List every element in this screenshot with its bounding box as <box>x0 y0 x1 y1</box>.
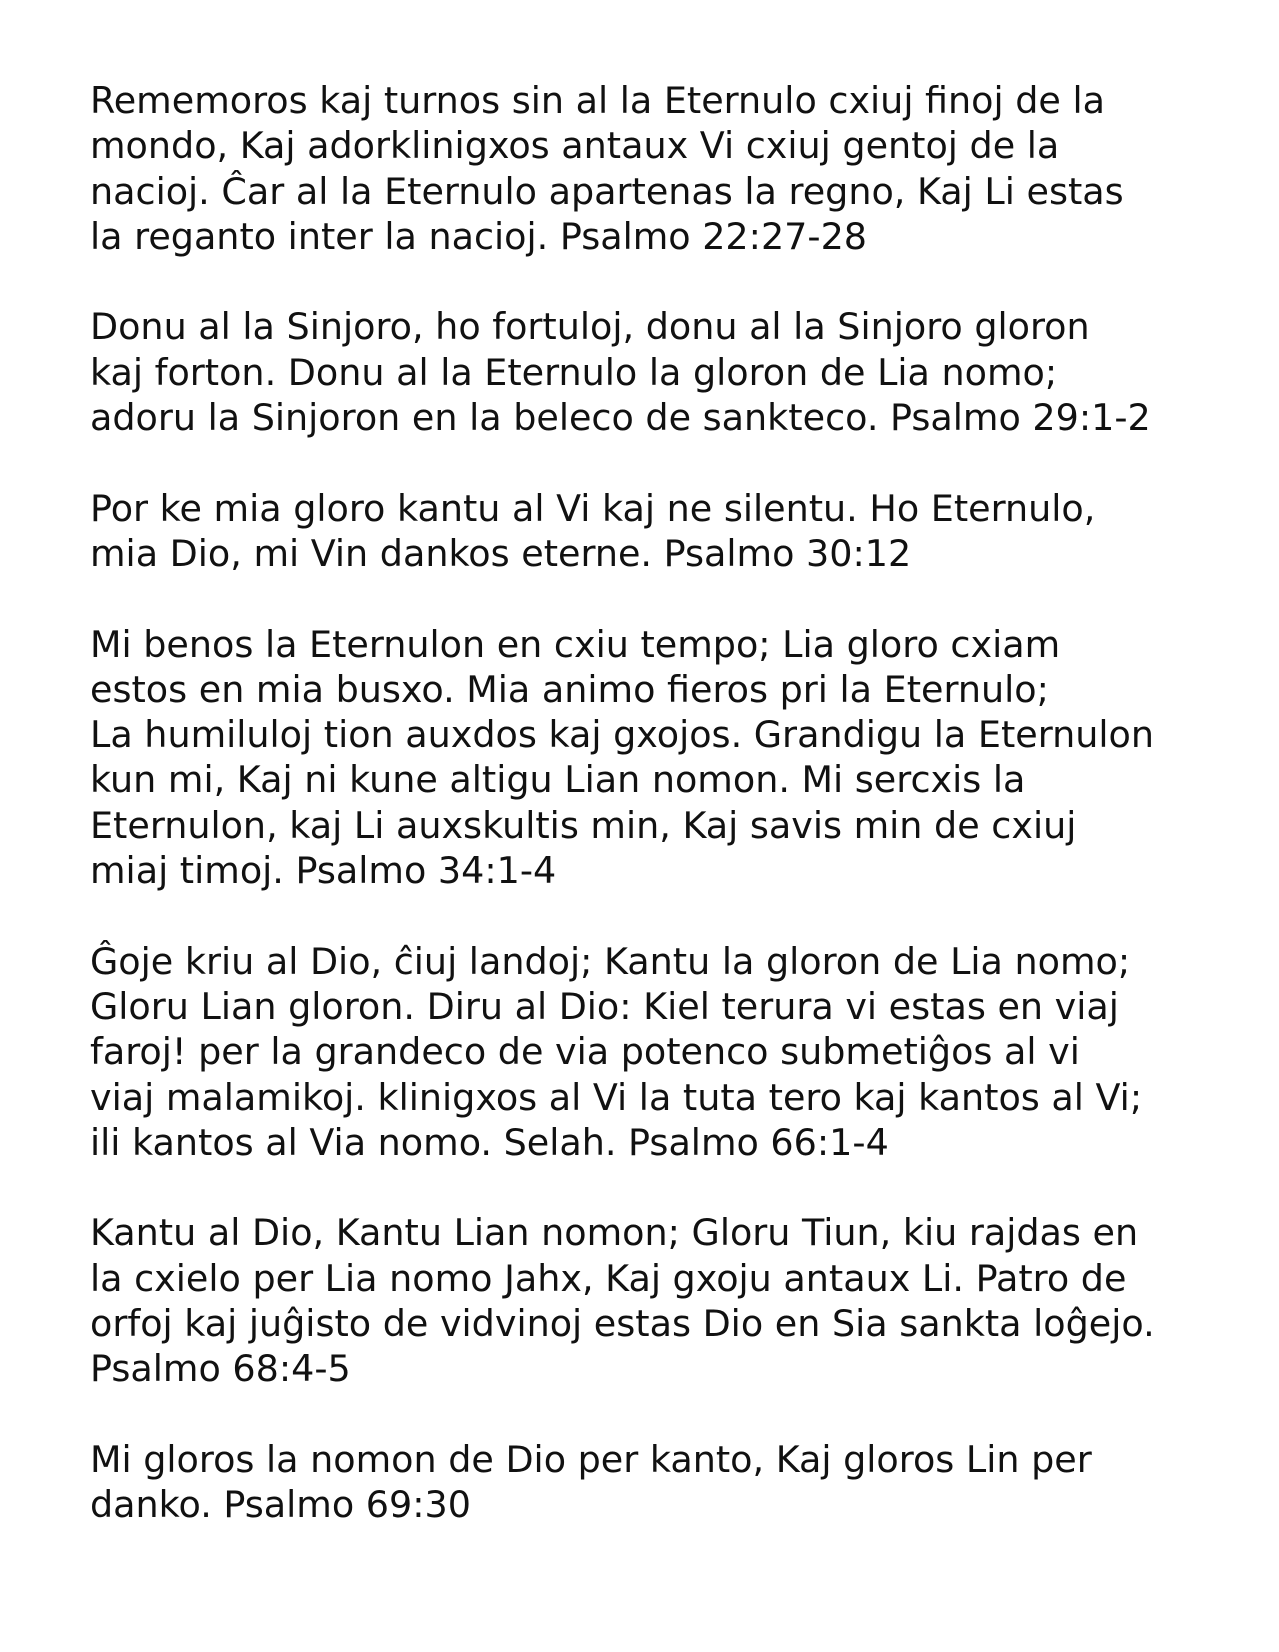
text-line: Mi benos la Eternulon en cxiu tempo; Lia gloro cxiam <box>90 622 1061 666</box>
text-line: Kantu al Dio, Kantu Lian nomon; Gloru Tiun, kiu rajdas en <box>90 1211 1139 1255</box>
text-line: Donu al la Sinjoro, ho fortuloj, donu al la Sinjoro gloron <box>90 305 1090 349</box>
text-line: kun mi, Kaj ni kune altigu Lian nomon. Mi sercxis la <box>90 758 1026 802</box>
text-line: mia Dio, mi Vin dankos eterne. Psalmo 30:12 <box>90 531 912 575</box>
document-page <box>90 78 1230 1573</box>
text-line: La humiluloj tion auxdos kaj gxojos. Grandigu la Eternulon <box>90 713 1154 757</box>
text-line: faroj! per la grandeco de via potenco submetiĝos al vi <box>90 1030 1080 1074</box>
text-line: orfoj kaj juĝisto de vidvinoj estas Dio en Sia sankta loĝejo. <box>90 1302 1155 1346</box>
passage-psalm-34 <box>90 622 1230 894</box>
text-line: la reganto inter la nacioj. Psalmo 22:27-28 <box>90 214 868 258</box>
text-line: Psalmo 68:4-5 <box>90 1347 351 1391</box>
text-line: Ĝoje kriu al Dio, ĉiuj landoj; Kantu la gloron de Lia nomo; <box>90 939 1131 983</box>
text-line: viaj malamikoj. klinigxos al Vi la tuta tero kaj kantos al Vi; <box>90 1075 1143 1119</box>
passage-psalm-68 <box>90 1210 1230 1391</box>
text-line: estos en mia busxo. Mia animo fieros pri la Eternulo; <box>90 667 1049 711</box>
passage-psalm-22 <box>90 78 1230 259</box>
passage-psalm-66 <box>90 939 1230 1165</box>
text-line: adoru la Sinjoron en la beleco de sankteco. Psalmo 29:1-2 <box>90 396 1151 440</box>
text-line: mondo, Kaj adorklinigxos antaux Vi cxiuj gentoj de la <box>90 124 1060 168</box>
text-line: Gloru Lian gloron. Diru al Dio: Kiel terura vi estas en viaj <box>90 984 1119 1028</box>
text-line: miaj timoj. Psalmo 34:1-4 <box>90 849 557 893</box>
text-line: danko. Psalmo 69:30 <box>90 1483 471 1527</box>
text-line: la cxielo per Lia nomo Jahx, Kaj gxoju antaux Li. Patro de <box>90 1256 1127 1300</box>
text-line: Rememoros kaj turnos sin al la Eternulo cxiuj finoj de la <box>90 79 1105 122</box>
passage-psalm-30 <box>90 486 1230 577</box>
text-line: Eternulon, kaj Li auxskultis min, Kaj savis min de cxiuj <box>90 803 1077 847</box>
text-line: Mi gloros la nomon de Dio per kanto, Kaj gloros Lin per <box>90 1437 1092 1481</box>
passage-psalm-69 <box>90 1437 1230 1528</box>
passage-psalm-29 <box>90 304 1230 440</box>
text-line: ili kantos al Via nomo. Selah. Psalmo 66:1-4 <box>90 1120 889 1164</box>
text-line: kaj forton. Donu al la Eternulo la gloron de Lia nomo; <box>90 350 1058 394</box>
text-line: Por ke mia gloro kantu al Vi kaj ne silentu. Ho Eternulo, <box>90 486 1096 530</box>
text-line: nacioj. Ĉar al la Eternulo apartenas la regno, Kaj Li estas <box>90 169 1124 213</box>
